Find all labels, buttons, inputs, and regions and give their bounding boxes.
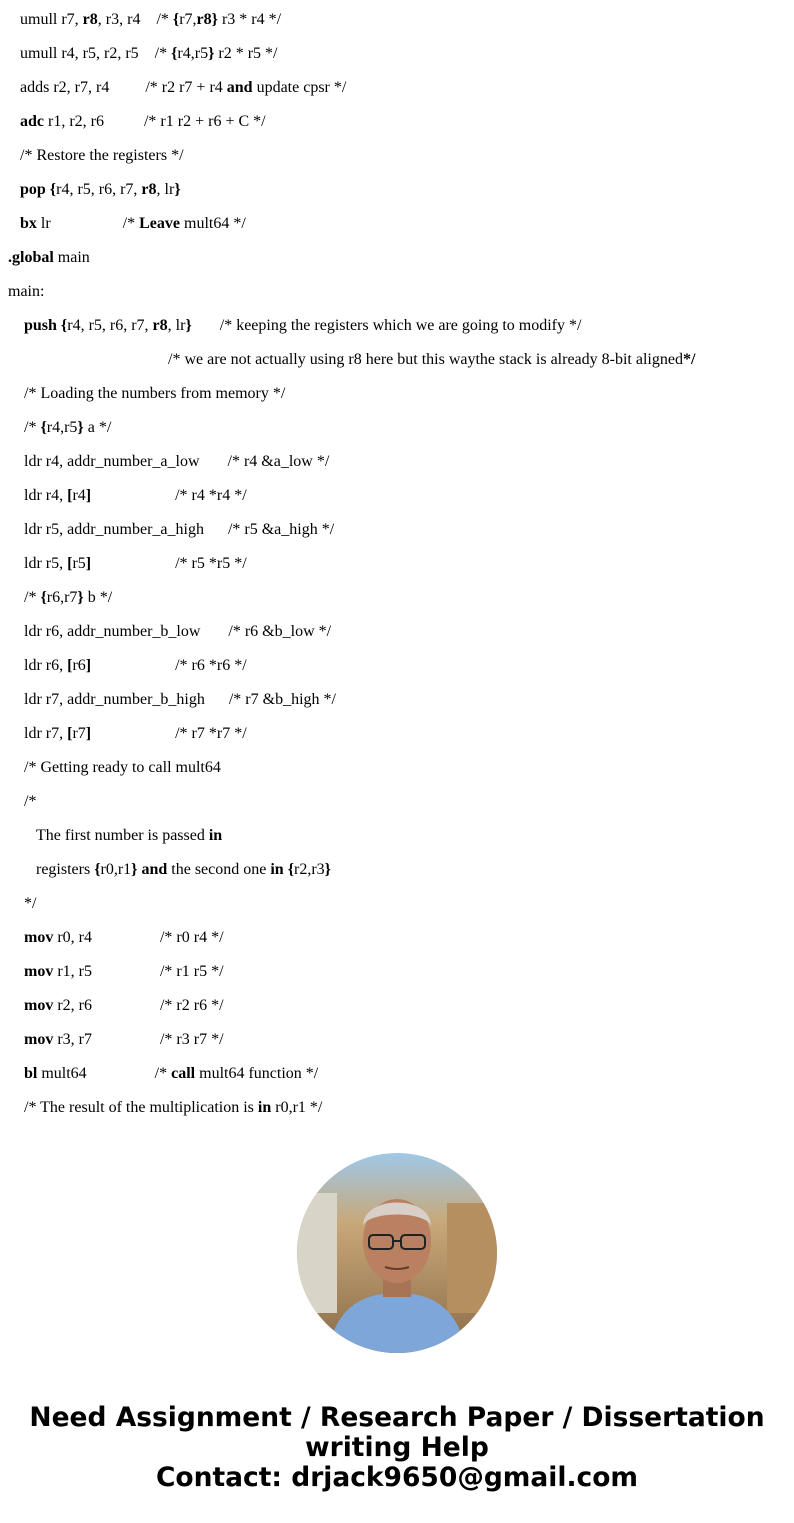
- code-keyword: ]: [85, 487, 92, 504]
- code-text: ldr r5, addr_number_a_high /* r5 &a_high */: [24, 521, 335, 538]
- code-text: The first number is passed: [36, 827, 209, 844]
- code-text: ldr r4, addr_number_a_low /* r4 &a_low */: [24, 453, 330, 470]
- code-keyword: }: [77, 589, 84, 606]
- code-text: , r3, r4 /*: [97, 11, 173, 28]
- code-text: r4: [72, 487, 86, 504]
- code-text: /* keeping the registers which we are going to modify */: [191, 317, 582, 334]
- code-line: [24, 792, 36, 812]
- code-text: r1, r2, r6 /* r1 r2 + r6 + C */: [44, 113, 266, 130]
- code-keyword: [: [67, 555, 73, 572]
- code-line: [24, 1030, 224, 1050]
- code-line: [8, 248, 90, 268]
- code-text: r4,r5: [177, 45, 209, 62]
- code-text: r6,r7: [46, 589, 78, 606]
- code-line: [24, 1098, 322, 1118]
- code-line: [20, 78, 346, 98]
- code-line: [24, 452, 329, 472]
- code-text: umull r4, r5, r2, r5 /*: [20, 45, 172, 62]
- code-text: r1, r5 /* r1 r5 */: [53, 963, 224, 980]
- code-text: mult64 /*: [37, 1065, 172, 1082]
- code-text: a */: [83, 419, 112, 436]
- code-text: r0,r1 */: [271, 1099, 323, 1116]
- code-line: [20, 214, 246, 234]
- code-keyword: in: [270, 861, 284, 878]
- code-text: r0, r4 /* r0 r4 */: [53, 929, 224, 946]
- code-text: lr /*: [36, 215, 140, 232]
- code-text: main: [53, 249, 90, 266]
- code-text: r2 * r5 */: [214, 45, 278, 62]
- code-text: adds r2, r7, r4 /* r2 r7 + r4: [20, 79, 227, 96]
- code-keyword: ]: [85, 657, 92, 674]
- code-keyword: [: [67, 725, 73, 742]
- code-keyword: r8: [82, 11, 98, 28]
- code-line: [20, 146, 184, 166]
- code-keyword: mov: [24, 997, 54, 1014]
- code-text: r3, r7 /* r3 r7 */: [53, 1031, 224, 1048]
- code-text: ldr r7, addr_number_b_high /* r7 &b_high */: [24, 691, 336, 708]
- promo-banner: [0, 1403, 794, 1493]
- code-text: r4,r5: [46, 419, 78, 436]
- code-keyword: }: [174, 181, 181, 198]
- person-photo-icon: [297, 1153, 497, 1353]
- code-text: registers: [36, 861, 95, 878]
- code-text: /* r5 *r5 */: [91, 555, 247, 572]
- code-line: [168, 350, 695, 370]
- code-keyword: {: [172, 11, 180, 28]
- code-text: r2, r6 /* r2 r6 */: [53, 997, 224, 1014]
- code-text: /*: [24, 793, 37, 810]
- code-line: [20, 10, 281, 30]
- code-keyword: [: [67, 487, 73, 504]
- code-text: /*: [24, 419, 41, 436]
- code-text: /* The result of the multiplication is: [24, 1099, 258, 1116]
- code-keyword: }: [77, 419, 84, 436]
- code-text: update cpsr */: [252, 79, 347, 96]
- code-text: mult64 */: [180, 215, 246, 232]
- promo-line-1: Need Assignment / Research Paper / Dissertation: [29, 1402, 765, 1433]
- code-keyword: .global: [8, 249, 54, 266]
- code-keyword: call: [171, 1065, 196, 1082]
- code-keyword: in: [257, 1099, 272, 1116]
- code-keyword: }: [131, 861, 138, 878]
- promo-line-2: writing Help: [305, 1432, 489, 1463]
- code-text: /* Getting ready to call mult64: [24, 759, 221, 776]
- code-keyword: adc: [20, 113, 44, 130]
- code-keyword: r8: [152, 317, 168, 334]
- code-keyword: bl: [24, 1065, 38, 1082]
- code-keyword: }: [324, 861, 331, 878]
- code-keyword: */: [682, 351, 696, 368]
- code-text: /*: [24, 589, 41, 606]
- code-keyword: and: [226, 79, 253, 96]
- code-keyword: {: [40, 589, 47, 606]
- code-text: /* we are not actually using r8 here but this waythe stack is already 8-bit aligned: [168, 351, 683, 368]
- code-line: [24, 316, 581, 336]
- code-line: [24, 1064, 318, 1084]
- code-text: ldr r5,: [24, 555, 68, 572]
- code-keyword: push {: [24, 317, 68, 334]
- author-avatar: [297, 1153, 497, 1353]
- code-keyword: }: [208, 45, 215, 62]
- code-keyword: ]: [85, 555, 92, 572]
- code-text: ldr r6, addr_number_b_low /* r6 &b_low */: [24, 623, 332, 640]
- code-text: /* Restore the registers */: [20, 147, 184, 164]
- code-line: [24, 520, 334, 540]
- code-text: /* r7 *r7 */: [91, 725, 247, 742]
- code-line: [24, 656, 247, 676]
- code-keyword: {: [40, 419, 47, 436]
- code-keyword: }: [185, 317, 192, 334]
- code-line: [24, 758, 221, 778]
- code-text: r6: [72, 657, 86, 674]
- code-keyword: and: [141, 861, 168, 878]
- code-line: [36, 826, 222, 846]
- code-keyword: in: [208, 827, 223, 844]
- code-keyword: {: [171, 45, 178, 62]
- code-text: umull r7,: [20, 11, 83, 28]
- code-text: , lr: [156, 181, 175, 198]
- code-line: [20, 44, 277, 64]
- code-line: [36, 860, 331, 880]
- code-line: [24, 894, 36, 914]
- code-text: */: [24, 895, 37, 912]
- code-keyword: r8: [141, 181, 157, 198]
- code-keyword: pop {: [20, 181, 57, 198]
- promo-line-3: Contact: drjack9650@gmail.com: [155, 1462, 639, 1493]
- code-line: [20, 112, 266, 132]
- code-text: /* r6 *r6 */: [91, 657, 247, 674]
- code-text: r2,r3: [294, 861, 325, 878]
- code-text: mult64 function */: [195, 1065, 319, 1082]
- code-text: ldr r4,: [24, 487, 68, 504]
- code-text: the second one: [167, 861, 271, 878]
- code-text: , lr: [167, 317, 186, 334]
- code-text: b */: [83, 589, 113, 606]
- code-keyword: [: [67, 657, 73, 674]
- code-line: [24, 418, 111, 438]
- code-keyword: bx: [20, 215, 37, 232]
- code-text: r3 * r4 */: [217, 11, 282, 28]
- code-text: r4, r5, r6, r7,: [56, 181, 142, 198]
- code-line: [24, 962, 224, 982]
- code-line: [8, 282, 44, 302]
- code-line: [24, 588, 112, 608]
- code-text: ldr r7,: [24, 725, 68, 742]
- code-line: [24, 622, 331, 642]
- code-text: r7: [72, 725, 86, 742]
- code-keyword: mov: [24, 929, 54, 946]
- code-line: [24, 928, 224, 948]
- code-keyword: mov: [24, 1031, 54, 1048]
- code-line: [24, 486, 247, 506]
- code-keyword: {: [94, 861, 101, 878]
- code-text: r0,r1: [100, 861, 132, 878]
- code-keyword: ]: [85, 725, 92, 742]
- code-keyword: Leave: [139, 215, 180, 232]
- code-text: main:: [8, 283, 45, 300]
- code-keyword: r8}: [196, 11, 218, 28]
- code-keyword: mov: [24, 963, 54, 980]
- code-text: r7,: [179, 11, 197, 28]
- code-text: r5: [72, 555, 86, 572]
- code-line: [20, 180, 181, 200]
- code-line: [24, 384, 285, 404]
- code-line: [24, 996, 224, 1016]
- code-text: /* r4 *r4 */: [91, 487, 247, 504]
- code-line: [24, 554, 247, 574]
- code-text: /* Loading the numbers from memory */: [24, 385, 286, 402]
- code-line: [24, 724, 247, 744]
- code-line: [24, 690, 336, 710]
- code-keyword: {: [287, 861, 295, 878]
- code-text: r4, r5, r6, r7,: [67, 317, 153, 334]
- code-text: ldr r6,: [24, 657, 68, 674]
